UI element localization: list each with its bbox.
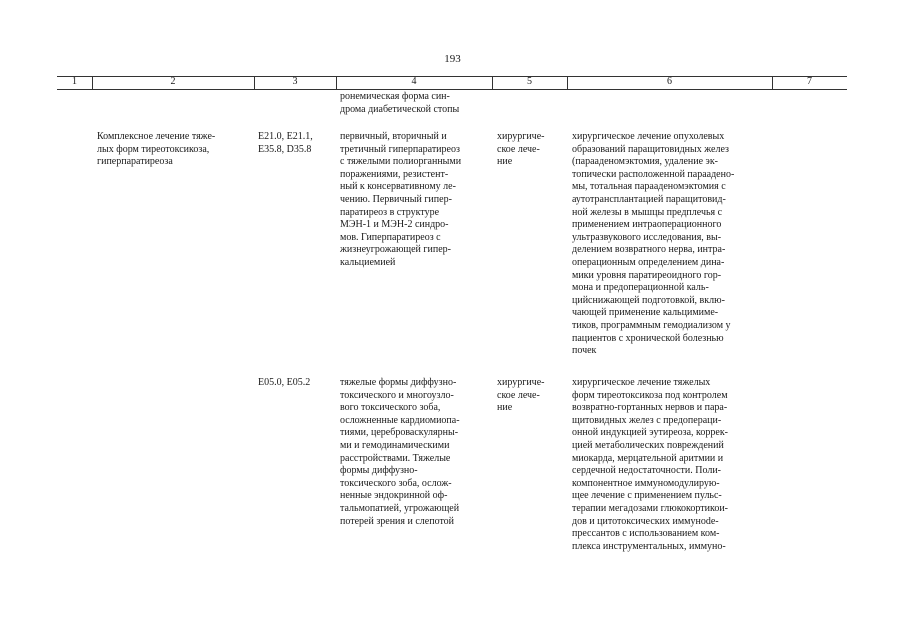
text-line: возвратно-гортанных нервов и пара- xyxy=(572,402,728,414)
text-line: цийснижающей подготовкой, вклю- xyxy=(572,294,725,306)
text-line: ми и гемодинамическими xyxy=(340,439,450,451)
text-line: токсического и многоузло- xyxy=(340,389,454,401)
text-line: чению. Первичный гипер- xyxy=(340,193,452,205)
column-header-6: 6 xyxy=(667,76,672,87)
text-line: ское лече- xyxy=(497,389,540,401)
text-line: применением интраоперационного xyxy=(572,219,722,231)
icd-code-cell xyxy=(258,131,313,156)
text-line: формы диффузно- xyxy=(340,465,418,477)
text-line: топически расположенной параадено- xyxy=(572,168,735,180)
column-header-2: 2 xyxy=(170,76,176,87)
text-line: (парааденомэктомия, удаление эк- xyxy=(572,156,719,168)
text-line: ское лече- xyxy=(497,143,540,155)
text-line: ненные эндокринной оф- xyxy=(340,490,448,502)
patient-model-cell xyxy=(340,91,459,116)
column-header-1: 1 xyxy=(72,76,77,87)
text-line: тиями, цереброваскулярны- xyxy=(340,427,459,439)
treatment-type-cell xyxy=(497,377,544,415)
text-line: третичный гиперпаратиреоз xyxy=(340,143,460,155)
text-line: тальмопатией, угрожающей xyxy=(340,502,460,514)
text-line: хирургиче- xyxy=(497,377,545,388)
text-line: компонентное иммуномодулирую- xyxy=(572,477,720,489)
page-number: 193 xyxy=(444,53,461,65)
text-line: с тяжелыми полиорганными xyxy=(340,156,462,168)
text-line: плекса инструментальных, иммуно- xyxy=(572,540,726,552)
text-line: дрома диабетической стопы xyxy=(340,103,460,115)
text-line: терапии мегадозами глюкокортикои- xyxy=(572,502,729,514)
text-line: ультразвукового исследования, вы- xyxy=(572,231,722,243)
text-line: гиперпаратиреоза xyxy=(97,156,173,168)
text-line: жизнеугрожающей гипер- xyxy=(340,244,451,256)
text-line: вого токсического зоба, xyxy=(340,402,441,414)
text-line: хирургическое лечение тяжелых xyxy=(572,377,711,388)
text-line: делением возвратного нерва, интра- xyxy=(572,244,726,256)
text-line: паратиреоз в структуре xyxy=(340,206,440,218)
text-line: хирургическое лечение опухолевых xyxy=(572,131,725,142)
text-line: мов. Гиперпаратиреоз с xyxy=(340,231,441,243)
text-line: пациентов с хронической болезнью xyxy=(572,332,724,344)
text-line: E05.0, E05.2 xyxy=(258,377,311,388)
text-line: поражениями, резистент- xyxy=(340,168,449,180)
text-line: ной железы в мышцы предплечья с xyxy=(572,206,723,218)
text-line: потерей зрения и слепотой xyxy=(340,515,455,527)
text-line: щее лечение с применением пульс- xyxy=(572,490,722,502)
text-line: миокарда, мерцательной аритмии и xyxy=(572,452,724,464)
text-line: мики уровня паратиреоидного гор- xyxy=(572,269,722,281)
text-line: онной индукцией эутиреоза, коррек- xyxy=(572,427,729,439)
text-line: ние xyxy=(497,156,513,168)
text-line: почек xyxy=(572,345,597,357)
text-line: хирургиче- xyxy=(497,131,545,142)
column-header-4: 4 xyxy=(411,76,417,87)
text-line: первичный, вторичный и xyxy=(340,131,447,142)
text-line: тиков, программным гемодиализом у xyxy=(572,319,731,331)
patient-model-cell xyxy=(340,131,461,270)
text-line: осложненные кардиомиопа- xyxy=(340,414,460,426)
text-line: E35.8, D35.8 xyxy=(258,143,312,155)
icd-code-cell xyxy=(258,377,310,390)
text-line: тяжелые формы диффузно- xyxy=(340,377,457,388)
text-line: мы, тотальная парааденомэктомия с xyxy=(572,181,726,193)
table-header-bottom-border xyxy=(57,89,847,90)
treatment-type-cell xyxy=(497,131,544,169)
text-line: образований паращитовидных желез xyxy=(572,143,729,155)
text-line: аутотрансплантацией паращитовид- xyxy=(572,193,726,205)
text-line: МЭН-1 и МЭН-2 синдро- xyxy=(340,219,449,231)
column-header-5: 5 xyxy=(527,76,532,87)
column-header-7: 7 xyxy=(807,76,812,87)
text-line: лых форм тиреотоксикоза, xyxy=(97,143,210,155)
text-line: мона и предоперационной каль- xyxy=(572,282,709,294)
text-line: чающей применение кальцимиме- xyxy=(572,307,719,319)
service-name-cell xyxy=(97,131,215,169)
text-line: операционным определением дина- xyxy=(572,256,725,268)
treatment-method-cell xyxy=(572,131,734,358)
text-line: расстройствами. Тяжелые xyxy=(340,452,451,464)
text-line: дов и цитотоксических иммунode- xyxy=(572,515,719,527)
column-header-3: 3 xyxy=(292,76,298,87)
text-line: цией метаболических повреждений xyxy=(572,439,724,451)
text-line: ный к консервативному ле- xyxy=(340,181,456,193)
text-line: форм тиреотоксикоза под контролем xyxy=(572,389,728,401)
text-line: сердечной недостаточности. Поли- xyxy=(572,465,722,477)
text-line: прессантов с использованием ком- xyxy=(572,528,720,540)
text-line: кальциемией xyxy=(340,256,396,268)
treatment-method-cell xyxy=(572,377,728,553)
text-line: щитовидных желез с предопераци- xyxy=(572,414,722,426)
text-line: E21.0, E21.1, xyxy=(258,131,313,142)
text-line: токсического зоба, ослож- xyxy=(340,477,452,489)
text-line: ние xyxy=(497,402,513,414)
text-line: Комплексное лечение тяже- xyxy=(97,131,216,142)
patient-model-cell xyxy=(340,377,460,528)
text-line: ронемическая форма син- xyxy=(340,91,450,102)
